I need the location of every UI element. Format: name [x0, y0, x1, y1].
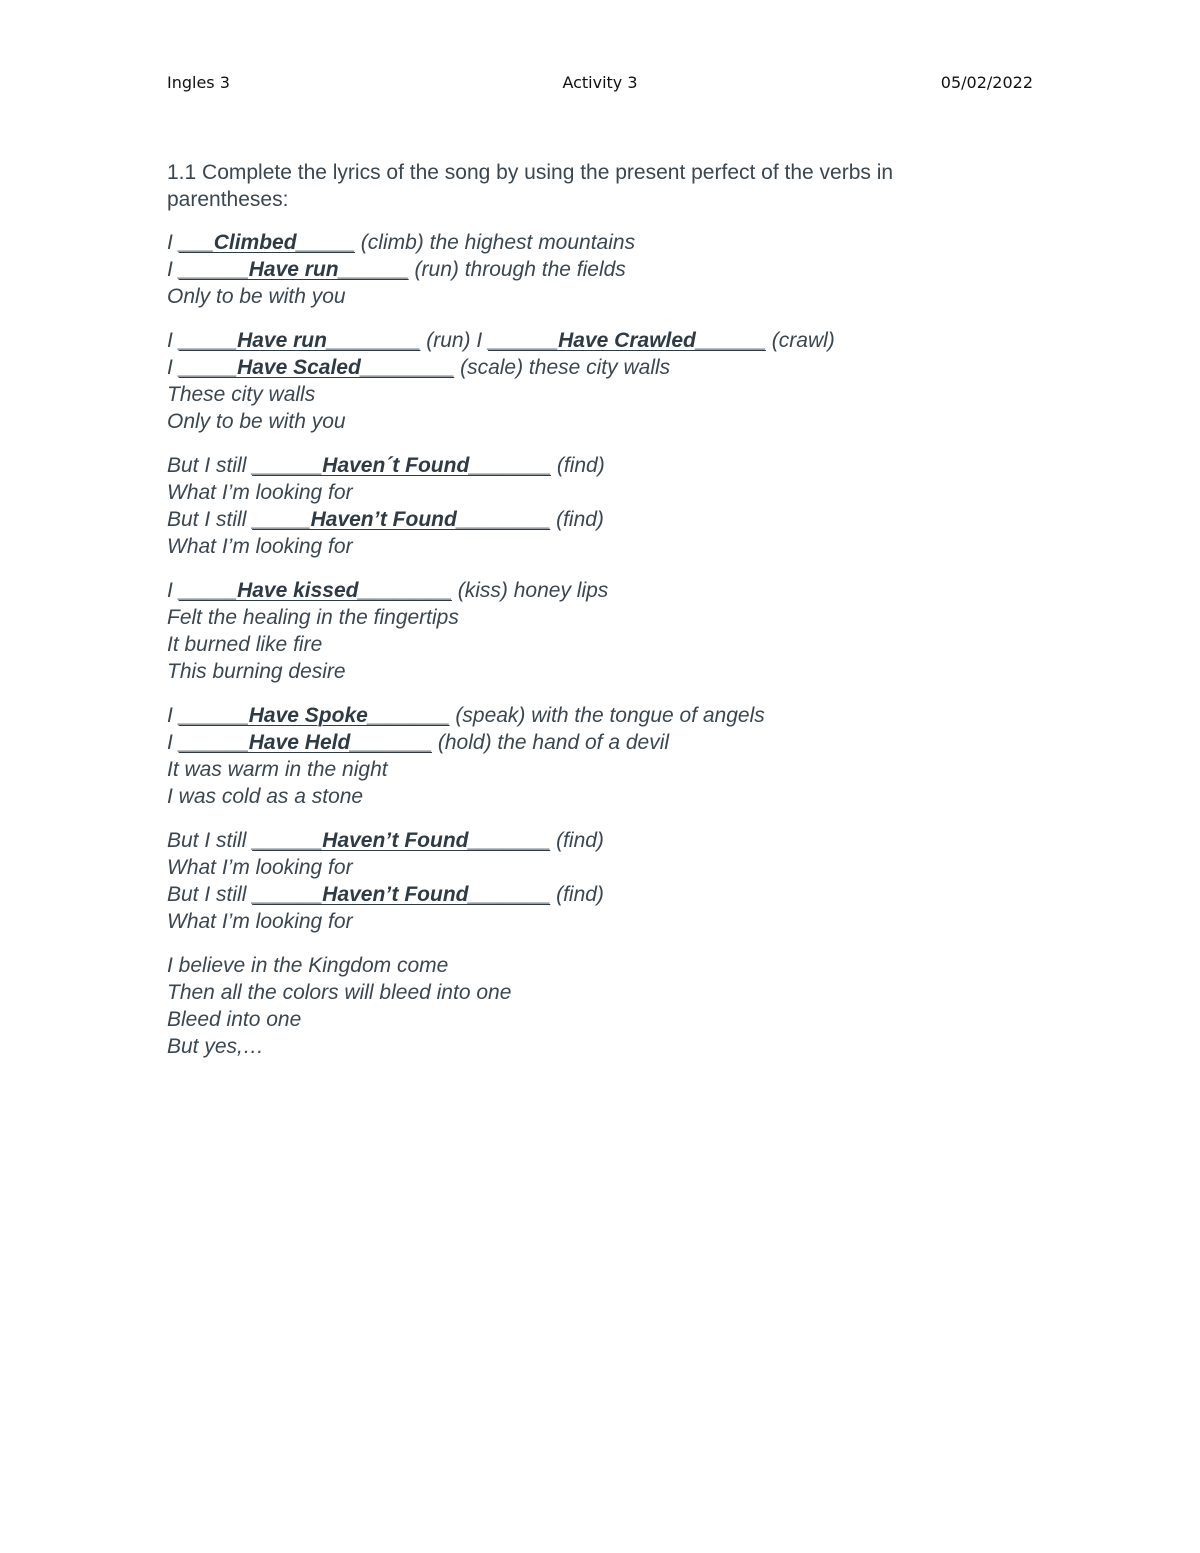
lyric-text: Only to be with you — [167, 410, 346, 433]
lyric-text: (find) — [551, 454, 605, 477]
lyric-text: But I still — [167, 508, 253, 531]
lyric-line — [167, 827, 1027, 854]
lyric-text: I — [167, 579, 179, 602]
lyric-line — [167, 783, 1027, 810]
lyric-line — [167, 506, 1027, 533]
lyric-line — [167, 854, 1027, 881]
lyric-line — [167, 952, 1027, 979]
stanza — [167, 327, 1027, 435]
lyric-line — [167, 354, 1027, 381]
lyric-text: (kiss) honey lips — [451, 579, 609, 602]
lyric-text: What I’m looking for — [167, 481, 353, 504]
instruction-text: 1.1 Complete the lyrics of the song by using the present perfect of the verbs in parentheses: — [167, 161, 894, 211]
lyric-text: Only to be with you — [167, 285, 346, 308]
stanza — [167, 952, 1027, 1060]
lyric-text: I believe in the Kingdom come — [167, 954, 449, 977]
lyric-line — [167, 729, 1027, 756]
lyric-text: I — [167, 731, 179, 754]
lyric-line — [167, 702, 1027, 729]
lyric-line — [167, 479, 1027, 506]
lyric-text: I — [167, 329, 179, 352]
page-header — [167, 73, 1033, 97]
lyric-line — [167, 283, 1027, 310]
lyric-text: (crawl) — [765, 329, 835, 352]
stanza — [167, 452, 1027, 560]
song-lyrics — [167, 229, 1027, 1077]
lyric-text: I — [167, 258, 179, 281]
lyric-line — [167, 327, 1027, 354]
lyric-line — [167, 908, 1027, 935]
lyric-text: I — [167, 356, 179, 379]
answer-blank: ______Haven´t Found_______ — [252, 454, 552, 477]
lyric-line — [167, 881, 1027, 908]
lyric-text: Then all the colors will bleed into one — [167, 981, 512, 1004]
header-course: Ingles 3 — [167, 73, 230, 92]
answer-blank: ______Have Held_______ — [178, 731, 433, 754]
lyric-text: (climb) the highest mountains — [354, 231, 636, 254]
header-date: 05/02/2022 — [940, 73, 1033, 92]
lyric-line — [167, 381, 1027, 408]
lyric-text: What I’m looking for — [167, 535, 353, 558]
answer-blank: ______Have run______ — [178, 258, 409, 281]
lyric-text: These city walls — [167, 383, 316, 406]
lyric-text: But I still — [167, 829, 253, 852]
lyric-line — [167, 979, 1027, 1006]
answer-blank: _____Have Scaled________ — [178, 356, 455, 379]
answer-blank: ___Climbed_____ — [178, 231, 355, 254]
lyric-text: (find) — [550, 508, 604, 531]
lyric-text: (run) I — [420, 329, 489, 352]
lyric-text: I — [167, 231, 179, 254]
lyric-line — [167, 577, 1027, 604]
stanza — [167, 229, 1027, 310]
lyric-text: I — [167, 704, 179, 727]
lyric-line — [167, 658, 1027, 685]
lyric-text: What I’m looking for — [167, 856, 353, 879]
lyric-text: What I’m looking for — [167, 910, 353, 933]
answer-blank: ______Haven’t Found_______ — [252, 829, 551, 852]
lyric-text: (run) through the fields — [408, 258, 626, 281]
lyric-line — [167, 229, 1027, 256]
lyric-text: But I still — [167, 883, 253, 906]
lyric-text: It was warm in the night — [167, 758, 388, 781]
lyric-line — [167, 1006, 1027, 1033]
lyric-line — [167, 533, 1027, 560]
answer-blank: _____Have kissed________ — [178, 579, 452, 602]
answer-blank: ______Haven’t Found_______ — [252, 883, 551, 906]
lyric-text: (scale) these city walls — [454, 356, 671, 379]
lyric-line — [167, 452, 1027, 479]
lyric-line — [167, 604, 1027, 631]
lyric-text: (hold) the hand of a devil — [432, 731, 670, 754]
lyric-text: Felt the healing in the fingertips — [167, 606, 459, 629]
lyric-line — [167, 408, 1027, 435]
stanza — [167, 702, 1027, 810]
lyric-line — [167, 631, 1027, 658]
lyric-text: Bleed into one — [167, 1008, 302, 1031]
lyric-text: I was cold as a stone — [167, 785, 364, 808]
lyric-line — [167, 256, 1027, 283]
lyric-line — [167, 756, 1027, 783]
lyric-text: (find) — [550, 883, 604, 906]
lyric-text: It burned like fire — [167, 633, 323, 656]
answer-blank: ______Have Spoke_______ — [178, 704, 450, 727]
lyric-line — [167, 1033, 1027, 1060]
lyric-text: But I still — [167, 454, 253, 477]
lyric-text: (find) — [550, 829, 604, 852]
answer-blank: _____Have run________ — [178, 329, 421, 352]
header-activity: Activity 3 — [562, 73, 638, 92]
lyric-text: This burning desire — [167, 660, 346, 683]
stanza — [167, 577, 1027, 685]
stanza — [167, 827, 1027, 935]
lyric-text: But yes,… — [167, 1035, 264, 1058]
lyric-text: (speak) with the tongue of angels — [449, 704, 765, 727]
answer-blank: _____Haven’t Found________ — [252, 508, 551, 531]
answer-blank: ______Have Crawled______ — [488, 329, 766, 352]
